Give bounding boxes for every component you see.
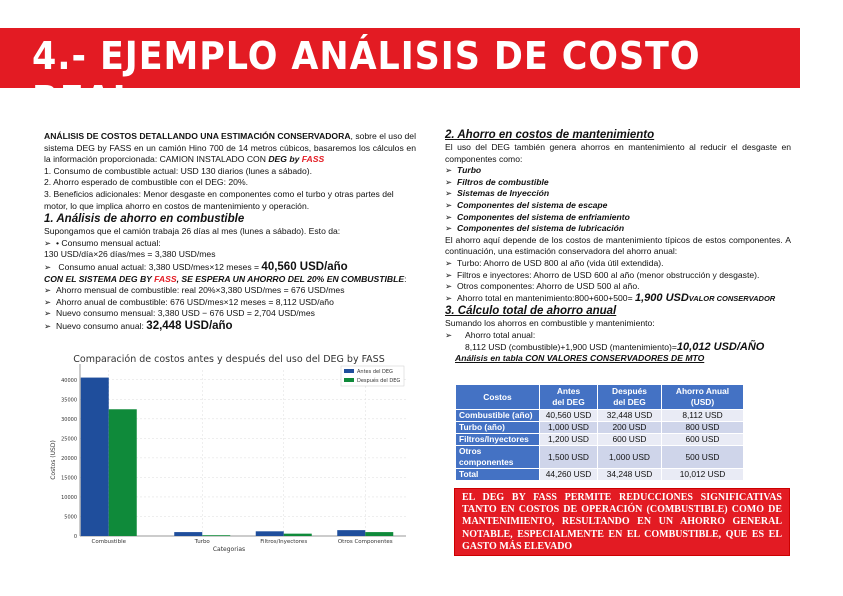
annual-total-calc [445, 342, 791, 354]
table-row [456, 422, 744, 434]
legend-swatch-after [344, 378, 354, 382]
point: 1. Consumo de combustible actual: USD 130 diarios (lunes a sábado). [44, 165, 312, 176]
maintenance-p2: El ahorro aquí depende de los costos de mantenimiento típicos de estos componentes. A continuación, una estimación conservadora del ahorro anual: [445, 234, 791, 257]
cost-comparison-chart [44, 350, 414, 555]
component-item: ➢ Turbo [445, 165, 482, 176]
annual-label: Consumo anual actual: 3,380 USD/mes×12 meses = [56, 261, 262, 272]
table-cell: 1,000 USD [598, 446, 662, 469]
conclusion-box: EL DEG BY FASS PERMITE REDUCCIONES SIGNIFICATIVAS TANTO EN COSTOS DE OPERACIÓN (COMBUSTIBLE) COMO DE MANTENIMIENTO, RESULTANDO EN UN AHORRO GENERAL NOTABLE, ESPECIALMENTE EN EL COMBUSTIBLE, QUE ES EL GASTO MÁS ELEVADO [454, 488, 790, 556]
bar-before [337, 530, 365, 536]
table-cell: 1,200 USD [540, 434, 598, 446]
row-header: Combustible (año) [456, 410, 540, 422]
saving-item: ➢ Turbo: Ahorro de USD 800 al año (vida útil extendida). [445, 257, 664, 268]
maintenance-intro: El uso del DEG también genera ahorros en mantenimiento al reducir el desgaste en componentes como: [445, 142, 791, 164]
row-header: Total [456, 469, 540, 481]
con1: CON EL SISTEMA DEG BY [44, 273, 155, 284]
bar-before [256, 531, 284, 536]
saving-text: Filtros e inyectores: Ahorro de USD 600 al año (menor obstrucción y desgaste). [457, 269, 760, 280]
intro [44, 131, 416, 166]
left-column [44, 131, 416, 333]
component-text: Componentes del sistema de lubricación [457, 223, 625, 234]
right-column [445, 128, 791, 365]
y-tick-label: 10000 [61, 494, 77, 501]
saving-item: ➢ Filtros e inyectores: Ahorro de USD 600 al año (menor obstrucción y desgaste). [445, 269, 760, 280]
annual-total-label: ➢ Ahorro total anual: [445, 329, 536, 340]
y-tick-label: 25000 [61, 436, 77, 443]
component-text: Componentes del sistema de enfriamiento [457, 211, 630, 222]
table-row [456, 469, 744, 481]
table-cell: 1,000 USD [540, 422, 598, 434]
fass-red: FASS [301, 154, 325, 165]
table-cell: 500 USD [662, 446, 744, 469]
component-item: ➢ Filtros de combustible [445, 176, 549, 187]
y-tick-label: 5000 [64, 514, 77, 521]
bar-before [174, 532, 202, 536]
table-cell: 44,260 USD [540, 469, 598, 481]
x-axis-label: Categorias [212, 546, 246, 553]
y-tick-label: 30000 [61, 416, 77, 423]
y-tick-label: 40000 [61, 377, 77, 384]
y-tick-label: 35000 [61, 397, 77, 404]
total-label: Ahorro total en mantenimiento:800+600+500= [457, 292, 635, 303]
con-fass: FASS [154, 273, 177, 284]
col-header: Costos [456, 385, 540, 410]
annual-line: ➢ Consumo anual actual: 3,380 USD/mes×12 meses = 40,560 USD/año [44, 260, 348, 273]
legend-after: Después del DEG [357, 378, 401, 384]
y-tick-label: 20000 [61, 455, 77, 462]
monthly-calc: 130 USD/día×26 días/mes = 3,380 USD/mes [44, 249, 216, 260]
section-3-heading: 3. Cálculo total de ahorro anual [445, 305, 617, 318]
table-cell: 34,248 USD [598, 469, 662, 481]
component-text: Sistemas de Inyección [457, 188, 550, 199]
intro-text: , sobre el uso del sistema DEG by FASS en un camión Hino 700 de 14 metros cúbicos, basaremos los cálculos en la información proporcionada: CAMION INSTALADO CON [44, 131, 417, 165]
table-row [456, 446, 744, 469]
annual-value: 40,560 USD/año [261, 260, 348, 273]
component-item: ➢ Componentes del sistema de escape [445, 199, 608, 210]
new-annual-line: ➢ Nuevo consumo anual: 32,448 USD/año [44, 319, 233, 332]
component-item: ➢ Componentes del sistema de enfriamiento [445, 211, 630, 222]
row-header: Filtros/Inyectores [456, 434, 540, 446]
bar-before [81, 378, 109, 536]
table-cell: 10,012 USD [662, 469, 744, 481]
y-axis-label: Costos (USD) [50, 440, 57, 480]
bar-after [365, 532, 393, 536]
table-cell: 8,112 USD [662, 410, 744, 422]
table-cell: 600 USD [598, 434, 662, 446]
table-row [456, 434, 744, 446]
saving-item: ➢ Otros componentes: Ahorro de USD 500 al año. [445, 281, 640, 292]
x-tick-label: Turbo [194, 539, 210, 545]
chart-title: Comparación de costos antes y después del uso del DEG by FASS [73, 354, 385, 365]
bar-after [109, 409, 137, 536]
annual-total-label-text: Ahorro total anual: [465, 329, 536, 340]
table-cell: 32,448 USD [598, 410, 662, 422]
new-annual-label: Nuevo consumo anual: [56, 320, 147, 331]
bullet: ➢ Nuevo consumo mensual: 3,380 USD − 676 USD = 2,704 USD/mes [44, 308, 315, 319]
table-cell: 200 USD [598, 422, 662, 434]
suppose-text: Supongamos que el camión trabaja 26 días al mes (lunes a sábado). Esto da: [44, 226, 341, 237]
legend-before: Antes del DEG [357, 369, 393, 375]
deg-expectation [44, 274, 416, 286]
sum-text: Sumando los ahorros en combustible y mantenimiento: [445, 318, 655, 329]
component-text: Turbo [457, 165, 482, 176]
row-header: Otros componentes [456, 446, 540, 469]
page-title: 4.- EJEMPLO ANÁLISIS DE COSTO REAL [32, 34, 701, 122]
savings-list [445, 258, 791, 293]
component-text: Filtros de combustible [457, 176, 549, 187]
col-header: Después del DEG [598, 385, 662, 410]
table-cell: 1,500 USD [540, 446, 598, 469]
point: 3. Beneficios adicionales: Menor desgaste en componentes como el turbo y otras partes del motor, lo que implica ahorro en costos de mantenimiento y operación. [44, 188, 394, 211]
x-tick-label: Filtros/Inyectores [260, 539, 308, 545]
component-text: Componentes del sistema de escape [457, 199, 608, 210]
maintenance-total: ➢ Ahorro total en mantenimiento:800+600+500= 1,900 USDVALOR CONSERVADOR [445, 291, 776, 304]
saving-text: Otros componentes: Ahorro de USD 500 al año. [457, 281, 640, 292]
x-tick-label: Combustible [91, 539, 126, 545]
col-header: Ahorro Anual (USD) [662, 385, 744, 410]
table-title: Análisis en tabla CON VALORES CONSERVADORES DE MTO [455, 353, 705, 364]
monthly-label-text: • Consumo mensual actual: [56, 237, 161, 248]
bar-after [202, 535, 230, 536]
saving-text: Turbo: Ahorro de USD 800 al año (vida útil extendida). [457, 257, 664, 268]
total-note: VALOR CONSERVADOR [688, 293, 776, 303]
bullet: ➢ Ahorro anual de combustible: 676 USD/mes×12 meses = 8,112 USD/año [44, 296, 334, 307]
bullet-text: Nuevo consumo mensual: 3,380 USD − 676 USD = 2,704 USD/mes [56, 308, 315, 319]
deg-by: DEG by [268, 154, 302, 165]
table-row [456, 410, 744, 422]
component-item: ➢ Sistemas de Inyección [445, 188, 550, 199]
components-list [445, 165, 791, 235]
con2: , SE ESPERA UN AHORRO DEL 20% EN COMBUSTIBLE [176, 273, 405, 284]
x-tick-label: Otros Componentes [337, 539, 393, 545]
row-header: Turbo (año) [456, 422, 540, 434]
y-tick-label: 15000 [61, 475, 77, 482]
table-cell: 40,560 USD [540, 410, 598, 422]
bullet-text: Ahorro anual de combustible: 676 USD/mes×12 meses = 8,112 USD/año [56, 296, 334, 307]
legend [341, 366, 404, 386]
y-tick-label: 0 [73, 534, 77, 540]
col-header: Antes del DEG [540, 385, 598, 410]
section-2-heading: 2. Ahorro en costos de mantenimiento [445, 129, 655, 141]
new-annual-value: 32,448 USD/año [146, 319, 233, 332]
point: 2. Ahorro esperado de combustible con el DEG: 20%. [44, 177, 248, 188]
total-value: 1,900 USD [634, 291, 689, 304]
bullet: ➢ Ahorro mensual de combustible: real 20%×3,380 USD/mes = 676 USD/mes [44, 285, 345, 296]
bullet-text: Ahorro mensual de combustible: real 20%×3,380 USD/mes = 676 USD/mes [56, 285, 345, 296]
annual-total-value: 10,012 USD/AÑO [676, 340, 765, 353]
legend-swatch-before [344, 369, 354, 373]
table-cell: 800 USD [662, 422, 744, 434]
bar-after [284, 534, 312, 536]
title-banner [0, 28, 800, 122]
annual-calc: 8,112 USD (combustible)+1,900 USD (mantenimiento)= [465, 341, 677, 352]
component-item: ➢ Componentes del sistema de lubricación [445, 223, 625, 234]
section-1-heading: 1. Análisis de ahorro en combustible [44, 213, 245, 226]
monthly-label: ➢ • Consumo mensual actual: [44, 237, 161, 248]
cost-table [455, 384, 744, 481]
intro-bold: ANÁLISIS DE COSTOS DETALLANDO UNA ESTIMACIÓN CONSERVADORA [44, 131, 351, 141]
table-cell: 600 USD [662, 434, 744, 446]
con3: : [404, 273, 407, 284]
